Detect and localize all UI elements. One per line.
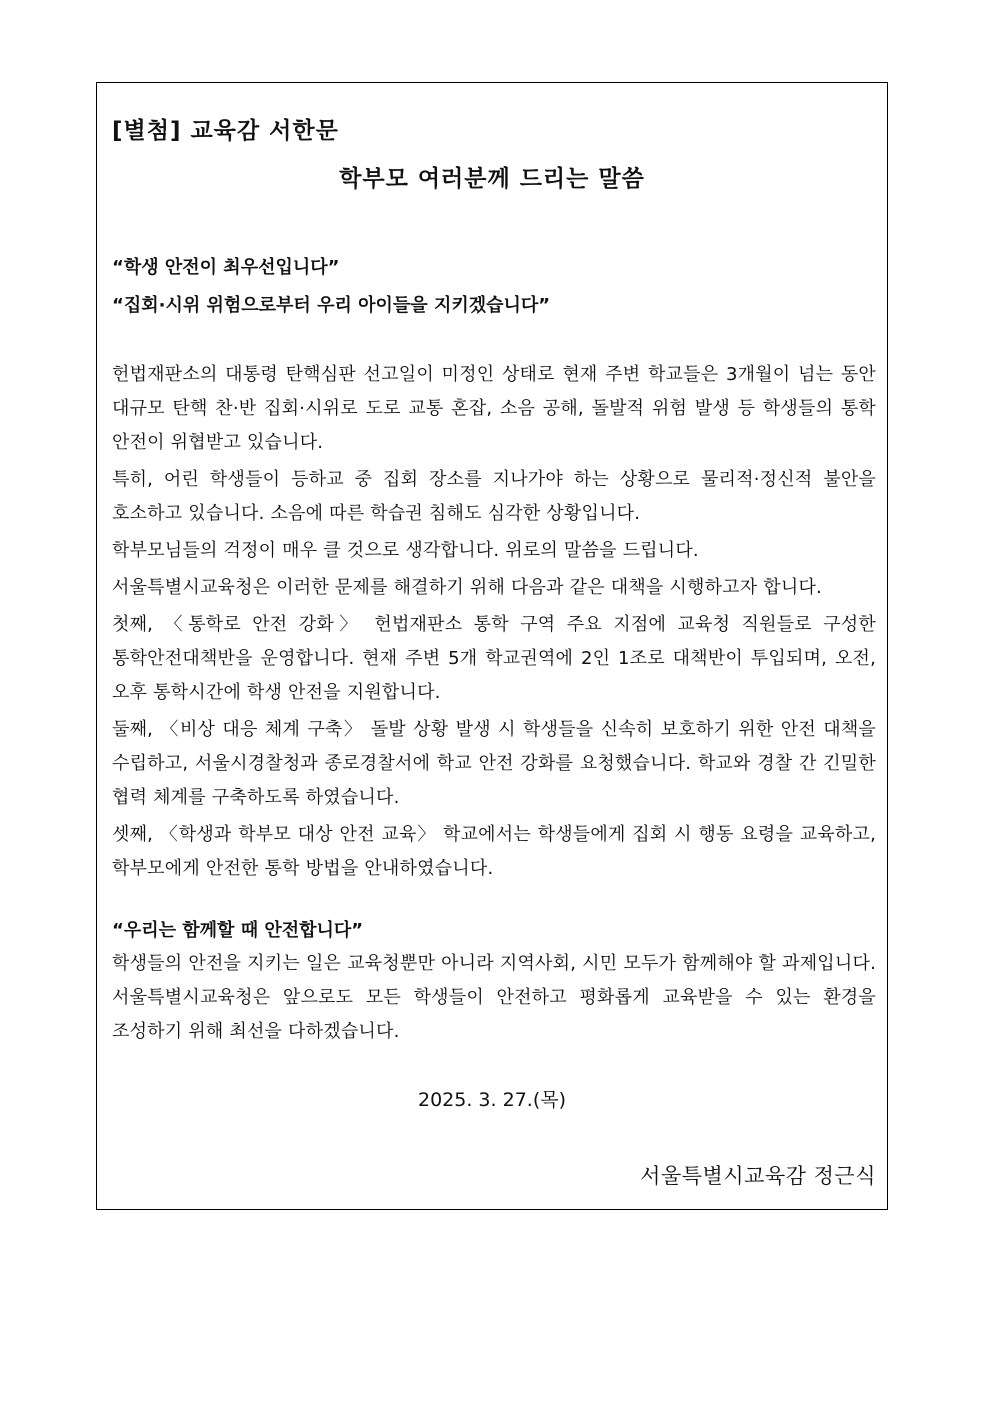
body-paragraph: 헌법재판소의 대통령 탄핵심판 선고일이 미정인 상태로 현재 주변 학교들은 3개월이 넘는 동안 대규모 탄핵 찬·반 집회·시위로 도로 교통 혼잡, 소음 공해, 돌발적 위험 발생 등 학생들의 통학 안전이 위협받고 있습니다.: [112, 364, 876, 453]
letter-body: [112, 358, 876, 889]
body-paragraph: 특히, 어린 학생들이 등하교 중 집회 장소를 지나가야 하는 상황으로 물리적·정신적 불안을 호소하고 있습니다. 소음에 따른 학습권 침해도 심각한 상황입니다.: [112, 469, 876, 524]
body-paragraph: 학부모님들의 걱정이 매우 클 것으로 생각합니다. 위로의 말씀을 드립니다.: [112, 540, 699, 561]
slogan-student-safety: “학생 안전이 최우선입니다”: [112, 257, 340, 278]
closing-text: 학생들의 안전을 지키는 일은 교육청뿐만 아니라 지역사회, 시민 모두가 함께해야 할 과제입니다. 서울특별시교육청은 앞으로도 모든 학생들이 안전하고 평화롭게 교육받을 수 있는 환경을 조성하기 위해 최선을 다하겠습니다.: [112, 953, 876, 1042]
closing-paragraph: [112, 947, 876, 1052]
body-paragraph: 둘째, 〈비상 대응 체계 구축〉 돌발 상황 발생 시 학생들을 신속히 보호하기 위한 안전 대책을 수립하고, 서울시경찰청과 종로경찰서에 학교 안전 강화를 요청했습니다. 학교와 경찰 간 긴밀한 협력 체계를 구축하도록 하였습니다.: [112, 719, 876, 808]
body-paragraph: 서울특별시교육청은 이러한 문제를 해결하기 위해 다음과 같은 대책을 시행하고자 합니다.: [112, 577, 822, 598]
letter-date: 2025. 3. 27.(목): [418, 1089, 566, 1111]
slogan-protect-children: “집회·시위 위험으로부터 우리 아이들을 지키겠습니다”: [112, 295, 551, 316]
page-title: 학부모 여러분께 드리는 말씀: [339, 166, 645, 192]
body-paragraph: 셋째, 〈학생과 학부모 대상 안전 교육〉 학교에서는 학생들에게 집회 시 행동 요령을 교육하고, 학부모에게 안전한 통학 방법을 안내하였습니다.: [112, 824, 876, 879]
slogan-together-safe: “우리는 함께할 때 안전합니다”: [112, 920, 364, 941]
attachment-title: [별첨] 교육감 서한문: [112, 118, 339, 144]
signature: 서울특별시교육감 정근식: [640, 1164, 876, 1188]
body-paragraph: 첫째, 〈통학로 안전 강화〉 헌법재판소 통학 구역 주요 지점에 교육청 직원들로 구성한 통학안전대책반을 운영합니다. 현재 주변 5개 학교권역에 2인 1조로 대책반이 투입되며, 오전, 오후 통학시간에 학생 안전을 지원합니다.: [112, 614, 876, 703]
